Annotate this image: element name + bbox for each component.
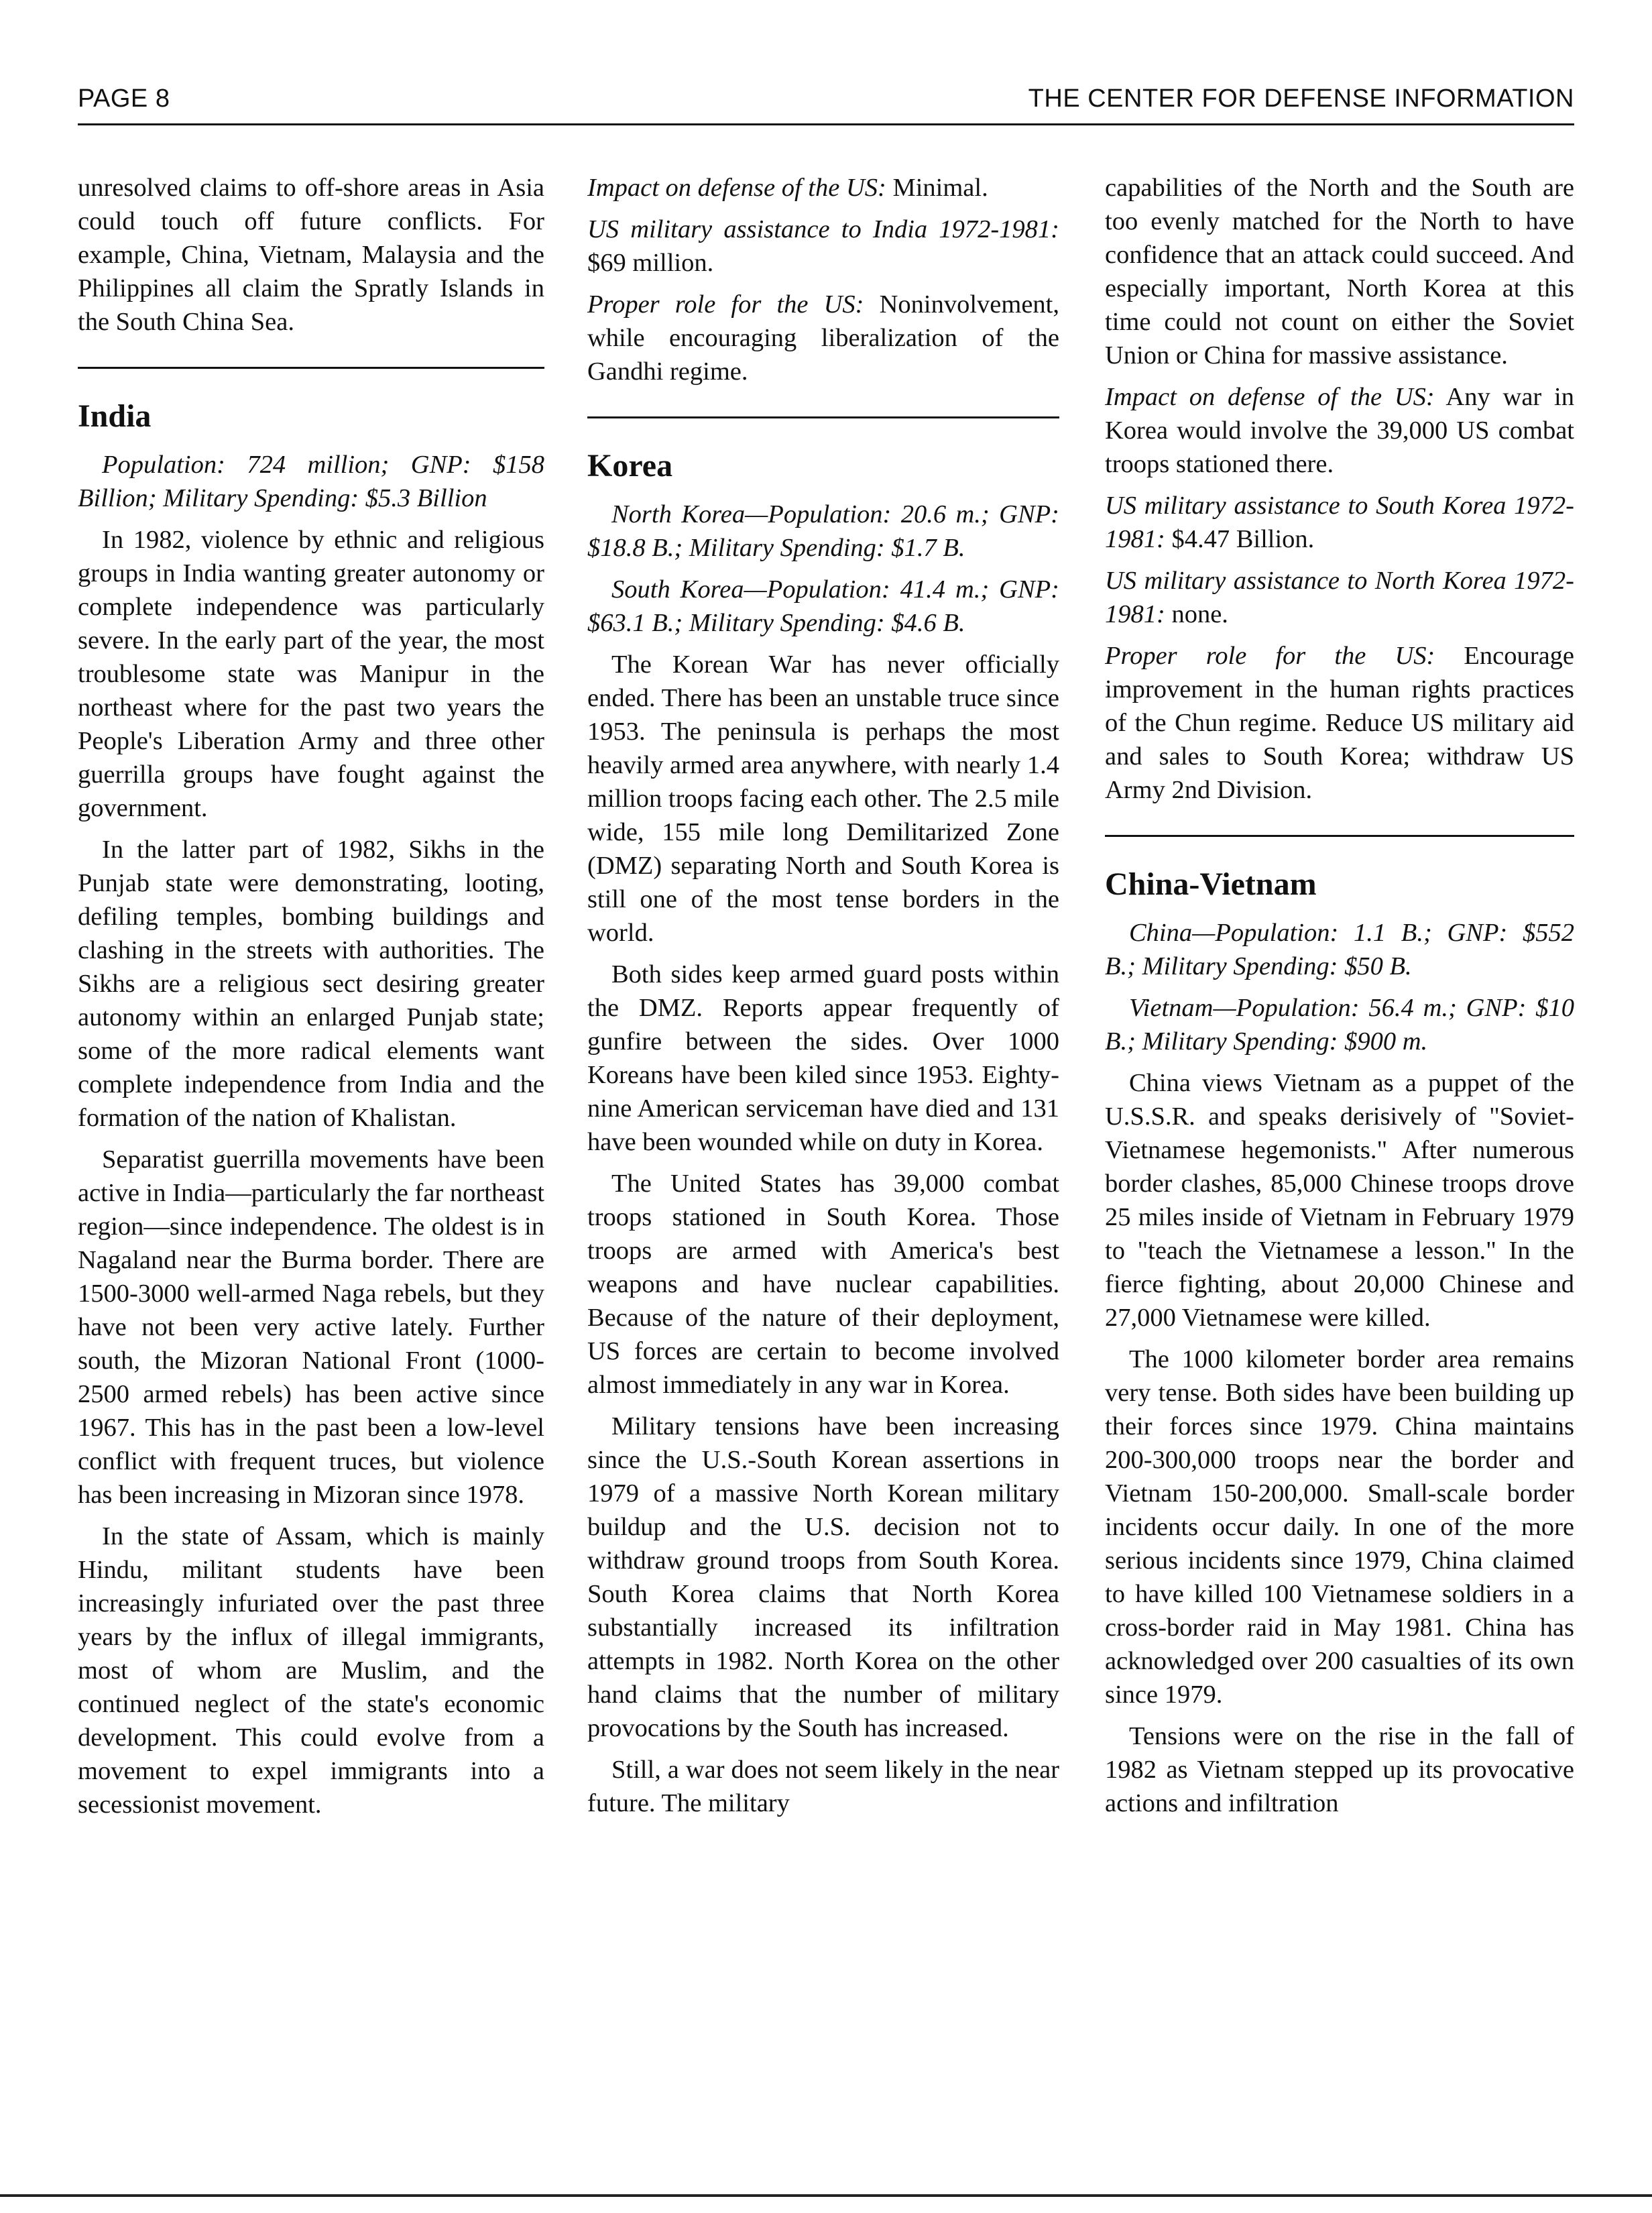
korea-role	[1105, 639, 1574, 807]
korea-paragraph-3: The United States has 39,000 combat troops stationed in South Korea. Those troops are armed with America's best weapons and have nuclear capabilities. Because of the nature of their deployment, US forces are certain to become involved almost immediately in any war in Korea.	[587, 1170, 1059, 1399]
south-korea-assistance-label: US military assistance to South Korea 1972-1981:	[1105, 492, 1574, 553]
korea-impact	[1105, 380, 1574, 481]
section-heading-india: India	[78, 398, 152, 434]
south-korea-stats: South Korea—Population: 41.4 m.; GNP: $63.1 B.; Military Spending: $4.6 B.	[587, 575, 1059, 637]
column-1	[78, 171, 544, 1829]
south-korea-assistance	[1105, 489, 1574, 556]
india-role-text: Noninvolvement, while encouraging liberalization of the Gandhi regime.	[587, 290, 1059, 386]
column-3	[1105, 171, 1574, 1828]
india-impact-text: Minimal.	[886, 174, 988, 202]
india-paragraph-3: Separatist guerrilla movements have been active in India—particularly the far northeast region—since independence. The oldest is in Nagaland near the Burma border. There are 1500-3000 well-armed Naga rebels, but they have not been very active lately. Further south, the Mizoran National Front (1000-2500 armed rebels) has been active since 1967. This has in the past been a low-level conflict with frequent truces, but violence has been increasing in Mizoran since 1978.	[78, 1145, 544, 1509]
india-assistance-text: $69 million.	[587, 249, 714, 277]
india-stats: Population: 724 million; GNP: $158 Billion; Military Spending: $5.3 Billion	[78, 451, 544, 512]
north-korea-assistance-label: US military assistance to North Korea 1972-1981:	[1105, 567, 1574, 628]
south-korea-assistance-text: $4.47 Billion.	[1165, 525, 1315, 553]
north-korea-stats: North Korea—Population: 20.6 m.; GNP: $18.8 B.; Military Spending: $1.7 B.	[587, 500, 1059, 562]
north-korea-assistance-text: none.	[1165, 600, 1228, 628]
india-paragraph-2: In the latter part of 1982, Sikhs in the Punjab state were demonstrating, looting, defiling temples, bombing buildings and clashing in the streets with authorities. The Sikhs are a religious sect desiring greater autonomy within an enlarged Punjab state; some of the more radical elements want complete independence from India and the formation of the nation of Khalistan.	[78, 836, 544, 1132]
korea-paragraph-4: Military tensions have been increasing since the U.S.-South Korean assertions in 1979 of a massive North Korean military buildup and the U.S. decision not to withdraw ground troops from South Korea. South Korea claims that North Korea substantially increased its infiltration attempts in 1982. North Korea on the other hand claims that the number of military provocations by the South has increased.	[587, 1412, 1059, 1742]
korea-paragraph-1: The Korean War has never officially ended. There has been an unstable truce since 1953. The peninsula is perhaps the most heavily armed area anywhere, with nearly 1.4 million troops facing each other. The 2.5 mile wide, 155 mile long Demilitarized Zone (DMZ) separating North and South Korea is still one of the most tense borders in the world.	[587, 650, 1059, 947]
column-2	[587, 171, 1059, 1828]
india-assistance	[587, 213, 1059, 280]
section-divider	[587, 416, 1059, 418]
china-vietnam-paragraph-3: Tensions were on the rise in the fall of 1982 as Vietnam stepped up its provocative actions and infiltration	[1105, 1722, 1574, 1817]
india-paragraph-1: In 1982, violence by ethnic and religious groups in India wanting greater autonomy or complete independence was particularly severe. In the early part of the year, the most troublesome state was Manipur in the northeast where for the past two years the People's Liberation Army and three other guerrilla groups have fought against the government.	[78, 526, 544, 822]
north-korea-assistance	[1105, 564, 1574, 631]
korea-impact-text: Any war in Korea would involve the 39,000 US combat troops stationed there.	[1105, 383, 1574, 478]
india-role	[587, 288, 1059, 388]
section-divider	[1105, 835, 1574, 837]
korea-role-label: Proper role for the US:	[1105, 642, 1435, 670]
india-impact-label: Impact on defense of the US:	[587, 174, 886, 202]
korea-role-text: Encourage improvement in the human rights practices of the Chun regime. Reduce US military aid and sales to South Korea; withdraw US Army 2nd Division.	[1105, 642, 1574, 804]
section-divider	[78, 367, 544, 369]
korea-paragraph-5: Still, a war does not seem likely in the near future. The military	[587, 1756, 1059, 1817]
india-assistance-label: US military assistance to India 1972-1981:	[587, 215, 1059, 243]
india-impact	[587, 171, 1059, 205]
intro-paragraph: unresolved claims to off-shore areas in Asia could touch off future conflicts. For example, China, Vietnam, Malaysia and the Philippines all claim the Spratly Islands in the South China Sea.	[78, 174, 544, 336]
china-vietnam-paragraph-1: China views Vietnam as a puppet of the U.S.S.R. and speaks derisively of "Soviet-Vietnamese hegemonists." After numerous border clashes, 85,000 Chinese troops drove 25 miles inside of Vietnam in February 1979 to "teach the Vietnamese a lesson." In the fierce fighting, about 20,000 Chinese and 27,000 Vietnamese were killed.	[1105, 1069, 1574, 1332]
running-header	[78, 84, 1574, 122]
india-role-label: Proper role for the US:	[587, 290, 864, 319]
header-rule	[78, 123, 1574, 125]
section-heading-china-vietnam: China-Vietnam	[1105, 866, 1317, 902]
page-number: PAGE 8	[78, 84, 170, 113]
vietnam-stats: Vietnam—Population: 56.4 m.; GNP: $10 B.; Military Spending: $900 m.	[1105, 994, 1574, 1056]
korea-impact-label: Impact on defense of the US:	[1105, 383, 1435, 411]
korea-continued-paragraph: capabilities of the North and the South are too evenly matched for the North to have confidence that an attack could succeed. And especially important, North Korea at this time could not count on either the Soviet Union or China for massive assistance.	[1105, 174, 1574, 370]
publication-title: THE CENTER FOR DEFENSE INFORMATION	[1028, 84, 1574, 113]
china-vietnam-paragraph-2: The 1000 kilometer border area remains very tense. Both sides have been building up their forces since 1979. China maintains 200-300,000 troops near the border and Vietnam 150-200,000. Small-scale border incidents occur daily. In one of the more serious incidents since 1979, China claimed to have killed 100 Vietnamese soldiers in a cross-border raid in May 1981. China has acknowledged over 200 casualties of its own since 1979.	[1105, 1345, 1574, 1709]
china-stats: China—Population: 1.1 B.; GNP: $552 B.; Military Spending: $50 B.	[1105, 919, 1574, 980]
section-heading-korea: Korea	[587, 448, 673, 484]
india-paragraph-4: In the state of Assam, which is mainly Hindu, militant students have been increasingly infuriated over the past three years by the influx of illegal immigrants, most of whom are Muslim, and the continued neglect of the state's economic development. This could evolve from a movement to expel immigrants into a secessionist movement.	[78, 1522, 544, 1819]
korea-paragraph-2: Both sides keep armed guard posts within the DMZ. Reports appear frequently of gunfire between the sides. Over 1000 Koreans have been kiled since 1953. Eighty-nine American serviceman have died and 131 have been wounded while on duty in Korea.	[587, 960, 1059, 1156]
footer-rule	[0, 2194, 1652, 2197]
